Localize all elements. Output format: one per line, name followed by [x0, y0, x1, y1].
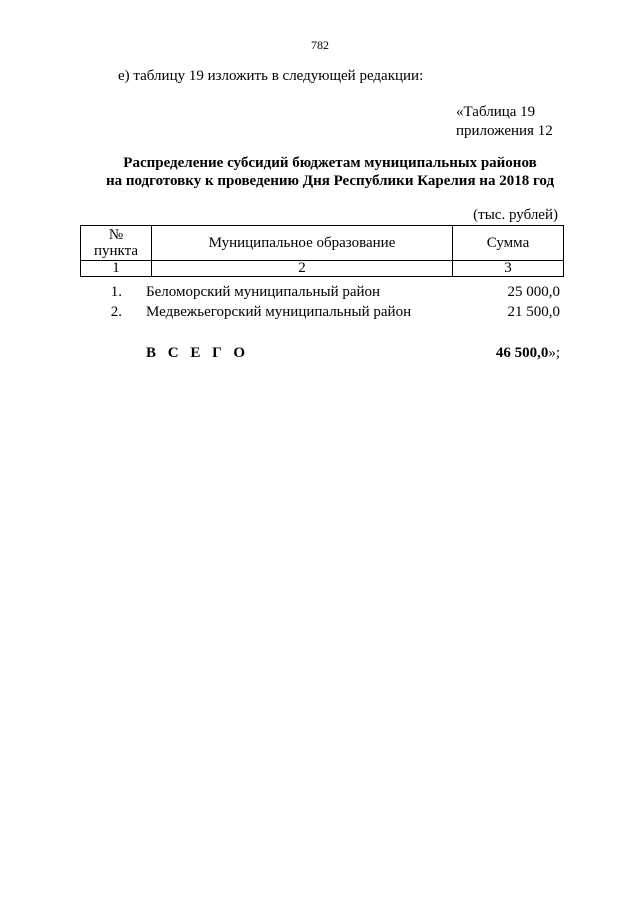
page-number: 782 — [311, 38, 329, 52]
table-reference-line1: «Таблица 19 — [456, 104, 536, 120]
column-number-row — [81, 261, 564, 277]
column-number-2: 2 — [152, 261, 453, 277]
header-num-line2: пункта — [93, 243, 139, 259]
closing-quote: »; — [548, 345, 560, 361]
document-title — [60, 154, 600, 190]
total-row — [92, 345, 560, 363]
row-municipality: Медвежьегорский муниципальный район — [146, 304, 412, 320]
total-amount: 46 500,0 — [495, 345, 549, 361]
intro-text: е) таблицу 19 изложить в следующей редакции: — [118, 68, 424, 84]
table-reference-line2: приложения 12 — [456, 123, 553, 139]
row-municipality: Беломорский муниципальный район — [146, 284, 381, 300]
total-label: В С Е Г О — [146, 345, 250, 361]
total-amount-group — [496, 345, 560, 362]
column-number-1: 1 — [81, 261, 152, 277]
row-amount: 21 500,0 — [507, 304, 560, 320]
header-num — [81, 226, 152, 261]
units-label: (тыс. рублей) — [473, 207, 558, 223]
table-reference — [456, 103, 553, 141]
header-row — [81, 226, 564, 261]
table-row — [92, 284, 560, 302]
table-header — [80, 225, 564, 277]
header-municipality: Муниципальное образование — [152, 226, 453, 261]
row-number: 2. — [110, 304, 122, 320]
header-amount: Сумма — [453, 226, 564, 261]
header-num-line1: № — [108, 227, 124, 243]
document-title-line1: Распределение субсидий бюджетам муниципальных районов — [123, 155, 537, 171]
table-row — [92, 304, 560, 322]
column-number-3: 3 — [453, 261, 564, 277]
row-amount: 25 000,0 — [507, 284, 560, 300]
row-number: 1. — [110, 284, 122, 300]
document-title-line2: на подготовку к проведению Дня Республики Карелия на 2018 год — [105, 173, 555, 189]
